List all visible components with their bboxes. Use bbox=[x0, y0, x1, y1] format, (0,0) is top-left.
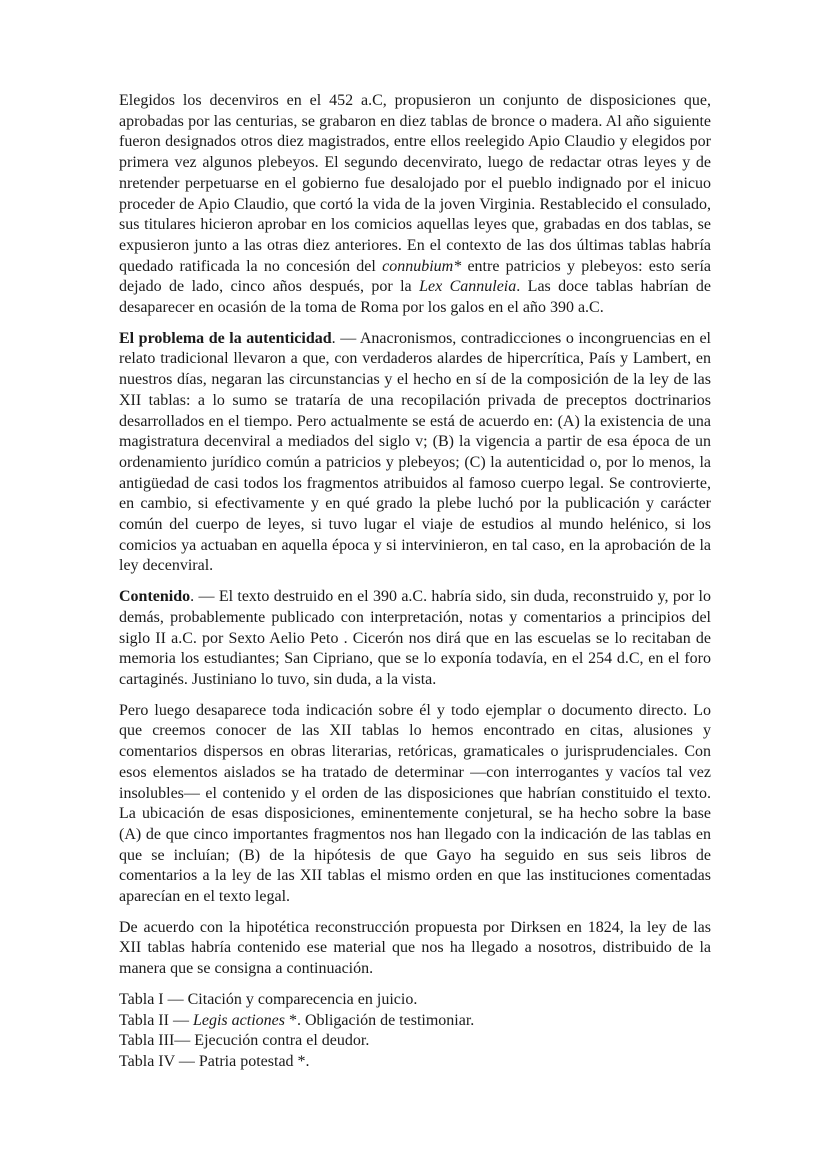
tabla-list-item-3 bbox=[119, 1031, 711, 1052]
text-run: Tabla III— Ejecución contra el deudor. bbox=[119, 1032, 370, 1050]
text-run: Elegidos los decenviros en el 452 a.C, propusieron un conjunto de disposiciones que, aprobadas por las centurias, se grabaron en diez tablas de bronce o madera. Al año siguiente fueron designados otros diez magistrados, entre ellos reelegido Apio Claudio y elegidos por primera vez algunos plebeyos. El segundo decenvirato, luego de redactar otras leyes y de nretender perpetuarse en el gobierno fue desalojado por el pueblo indignado por el inicuo proceder de Apio Claudio, que cortó la vida de la joven Virginia. Restablecido el consulado, sus titulares hicieron aprobar en los comicios aquellas leyes que, grabadas en dos tablas, se expusieron junto a las otras diez anteriores. En el contexto de las dos últimas tablas habría quedado ratificada la no concesión del bbox=[119, 92, 711, 275]
section-heading-contenido: Contenido bbox=[119, 588, 191, 606]
tabla-list-item-1 bbox=[119, 990, 711, 1011]
paragraph-intro-decenviros bbox=[119, 91, 711, 319]
text-run-italic-connubium: connubium* bbox=[382, 257, 462, 275]
text-run-italic-legis-actiones: Legis actiones bbox=[192, 1011, 285, 1029]
tabla-list-item-2 bbox=[119, 1011, 711, 1032]
text-run: Tabla II — bbox=[119, 1011, 193, 1029]
tabla-list bbox=[119, 990, 711, 1073]
paragraph-dirksen bbox=[119, 918, 711, 980]
paragraph-fuentes bbox=[119, 701, 711, 908]
paragraph-contenido bbox=[119, 587, 711, 691]
text-run-italic-lex-cannuleia: Lex Cannuleia bbox=[419, 278, 517, 296]
section-heading-autenticidad: El problema de la autenticidad bbox=[119, 329, 332, 347]
text-run: Tabla IV — Patria potestad *. bbox=[119, 1052, 310, 1070]
text-run: . — Anacronismos, contradicciones o incongruencias en el relato tradicional llevaron a que, con verdaderos alardes de hipercrítica, País y Lambert, en nuestros días, negaran las circunstancias y el hecho en sí de la composición de la ley de las XII tablas: a lo sumo se trataría de una recopilación privada de preceptos doctrinarios desarrollados en el tiempo. Pero actualmente se está de acuerdo en: (A) la existencia de una magistratura decenviral a mediados del siglo v; (B) la vigencia a partir de esa época de un ordenamiento jurídico común a patricios y plebeyos; (C) la autenticidad o, por lo menos, la antigüedad de casi todos los fragmentos atribuidos al famoso cuerpo legal. Se controvierte, en cambio, si efectivamente y en qué grado la plebe luchó por la publicación y carácter común del cuerpo de leyes, si tuvo lugar el viaje de estudios al mundo helénico, si los comicios ya actuaban en aquella época y si intervinieron, en tal caso, en la aprobación de la ley decenviral. bbox=[119, 329, 712, 575]
text-run: . — El texto destruido en el 390 a.C. habría sido, sin duda, reconstruido y, por lo demás, probablemente publicado con interpretación, notas y comentarios a principios del siglo II a.C. por Sexto Aelio Peto . Cicerón nos dirá que en las escuelas se lo recitaban de memoria los estudiantes; San Cipriano, que se lo exponía todavía, en el 254 d.C, en el foro cartaginés. Justiniano lo tuvo, sin duda, a la vista. bbox=[119, 588, 711, 688]
text-run: De acuerdo con la hipotética reconstrucción propuesta por Dirksen en 1824, la ley de las XII tablas habría contenido ese material que nos ha llegado a nosotros, distribuido de la manera que se consigna a continuación. bbox=[119, 918, 711, 978]
text-run: . Las doce tablas habrían de desaparecer en ocasión de la toma de Roma por los galos en el año 390 a.C. bbox=[119, 278, 712, 317]
text-run: entre patricios y plebeyos: esto sería dejado de lado, cinco años después, por la bbox=[119, 257, 711, 296]
text-run: *. Obligación de testimoniar. bbox=[284, 1011, 475, 1029]
text-run: Tabla I — Citación y comparecencia en juicio. bbox=[119, 990, 418, 1008]
tabla-list-item-4 bbox=[119, 1052, 711, 1073]
text-run: Pero luego desaparece toda indicación sobre él y todo ejemplar o documento directo. Lo que creemos conocer de las XII tablas lo hemos encontrado en citas, alusiones y comentarios dispersos en obras literarias, retóricas, gramaticales o jurisprudenciales. Con esos elementos aislados se ha tratado de determinar —con interrogantes y vacíos tal vez insolubles— el contenido y el orden de las disposiciones que habrían constituido el texto. La ubicación de esas disposiciones, eminentemente conjetural, se ha hecho sobre la base (A) de que cinco importantes fragmentos nos han llegado con la indicación de las tablas en que se incluían; (B) de la hipótesis de que Gayo ha seguido en sus seis libros de comentarios a la ley de las XII tablas el mismo orden en que las instituciones comentadas aparecían en el texto legal. bbox=[119, 701, 711, 906]
paragraph-autenticidad bbox=[119, 329, 711, 577]
